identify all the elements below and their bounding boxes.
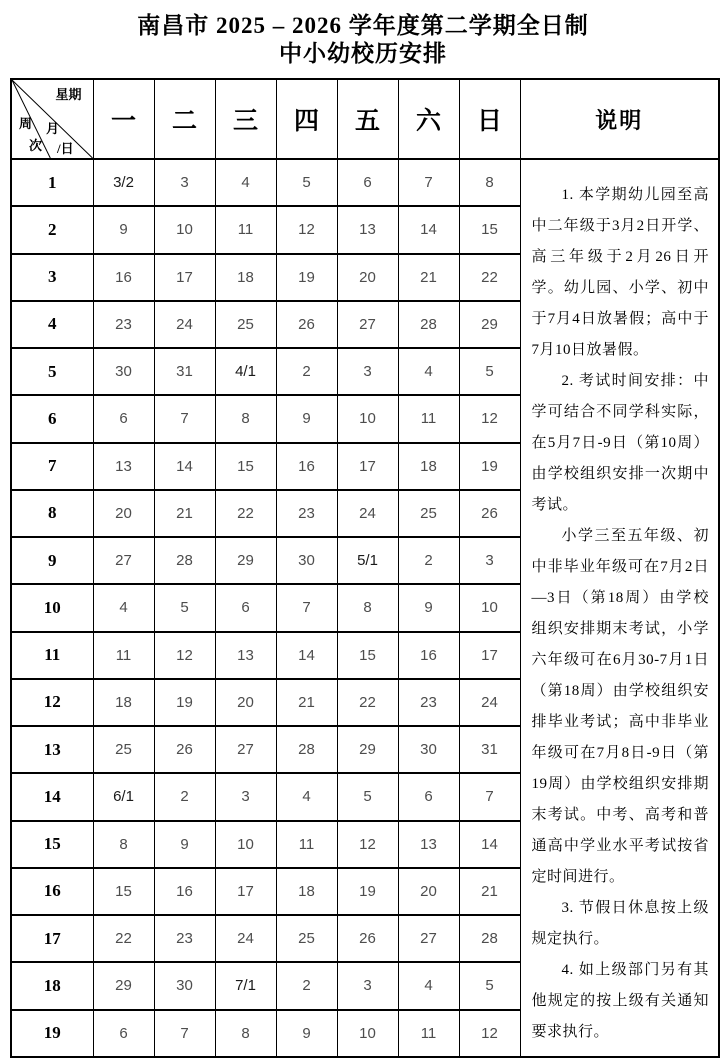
- date-cell: 23: [154, 915, 215, 962]
- date-cell: 3: [215, 773, 276, 820]
- date-cell: 12: [459, 395, 520, 442]
- week-number-cell: 18: [11, 962, 93, 1009]
- date-cell: 2: [276, 348, 337, 395]
- date-cell: 7: [276, 584, 337, 631]
- date-cell: 5: [459, 962, 520, 1009]
- date-cell: 4: [276, 773, 337, 820]
- date-cell: 18: [398, 443, 459, 490]
- notes-paragraph: 3. 节假日休息按上级规定执行。: [531, 900, 709, 947]
- day-header-mon: 一: [93, 79, 154, 159]
- date-cell: 3/2: [93, 159, 154, 206]
- notes-cell: [520, 159, 719, 1057]
- date-cell: 9: [276, 1010, 337, 1058]
- corner-label-month: 月: [46, 121, 60, 136]
- notes-paragraph: 小学三至五年级、初中非毕业年级可在7月2日—3日（第18周）由学校组织安排期末考试，小学六年级可在6月30-7月1日（第18周）由学校组织安排毕业考试；高中非毕业年级可在7月8日-9日（第19周）由学校组织安排期末考试。中考、高考和普通高中学业水平考试按省定时间进行。: [531, 528, 709, 885]
- date-cell: 13: [398, 821, 459, 868]
- date-cell: 28: [398, 301, 459, 348]
- date-cell: 23: [276, 490, 337, 537]
- date-cell: 28: [459, 915, 520, 962]
- date-cell: 14: [398, 206, 459, 253]
- date-cell: 7: [154, 395, 215, 442]
- date-cell: 19: [337, 868, 398, 915]
- date-cell: 18: [215, 254, 276, 301]
- week-number-cell: 10: [11, 584, 93, 631]
- date-cell: 31: [154, 348, 215, 395]
- calendar-body: [11, 159, 719, 1057]
- date-cell: 20: [337, 254, 398, 301]
- date-cell: 21: [398, 254, 459, 301]
- date-cell: 20: [215, 679, 276, 726]
- date-cell: 7: [459, 773, 520, 820]
- date-cell: 2: [154, 773, 215, 820]
- date-cell: 17: [337, 443, 398, 490]
- date-cell: 29: [459, 301, 520, 348]
- date-cell: 21: [459, 868, 520, 915]
- date-cell: 22: [459, 254, 520, 301]
- corner-label-week-zhou: 周: [19, 116, 33, 131]
- notes-paragraph: 2. 考试时间安排：中学可结合不同学科实际，在5月7日-9日（第10周）由学校组织安排一次期中考试。: [531, 373, 709, 513]
- date-cell: 10: [337, 1010, 398, 1058]
- date-cell: 10: [337, 395, 398, 442]
- week-number-cell: 19: [11, 1010, 93, 1058]
- date-cell: 7: [154, 1010, 215, 1058]
- date-cell: 31: [459, 726, 520, 773]
- date-cell: 27: [93, 537, 154, 584]
- date-cell: 15: [215, 443, 276, 490]
- date-cell: 13: [215, 632, 276, 679]
- corner-label-week-ci: 次: [29, 138, 43, 153]
- date-cell: 22: [93, 915, 154, 962]
- notes-paragraph: 4. 如上级部门另有其他规定的按上级有关通知要求执行。: [531, 962, 709, 1040]
- date-cell: 17: [215, 868, 276, 915]
- date-cell: 7: [398, 159, 459, 206]
- day-header-sat: 六: [398, 79, 459, 159]
- date-cell: 3: [337, 348, 398, 395]
- week-number-cell: 17: [11, 915, 93, 962]
- date-cell: 6: [337, 159, 398, 206]
- date-cell: 5: [337, 773, 398, 820]
- date-cell: 25: [93, 726, 154, 773]
- date-cell: 22: [215, 490, 276, 537]
- date-cell: 10: [154, 206, 215, 253]
- date-cell: 23: [93, 301, 154, 348]
- week-number-cell: 4: [11, 301, 93, 348]
- date-cell: 8: [459, 159, 520, 206]
- date-cell: 20: [398, 868, 459, 915]
- date-cell: 3: [154, 159, 215, 206]
- date-cell: 11: [398, 395, 459, 442]
- day-header-wed: 三: [215, 79, 276, 159]
- week-number-cell: 8: [11, 490, 93, 537]
- title-line-1: 南昌市 2025 – 2026 学年度第二学期全日制: [137, 13, 589, 38]
- date-cell: 21: [154, 490, 215, 537]
- date-cell: 23: [398, 679, 459, 726]
- date-cell: 4: [215, 159, 276, 206]
- date-cell: 6/1: [93, 773, 154, 820]
- date-cell: 19: [276, 254, 337, 301]
- date-cell: 17: [154, 254, 215, 301]
- date-cell: 16: [398, 632, 459, 679]
- date-cell: 6: [93, 1010, 154, 1058]
- date-cell: 5/1: [337, 537, 398, 584]
- date-cell: 16: [276, 443, 337, 490]
- date-cell: 29: [93, 962, 154, 1009]
- corner-label-weekday: 星期: [55, 87, 82, 102]
- date-cell: 25: [215, 301, 276, 348]
- date-cell: 24: [459, 679, 520, 726]
- page-title: [10, 12, 716, 68]
- date-cell: 9: [276, 395, 337, 442]
- week-number-cell: 13: [11, 726, 93, 773]
- date-cell: 29: [215, 537, 276, 584]
- corner-label-day: /日: [57, 141, 74, 156]
- week-number-cell: 5: [11, 348, 93, 395]
- date-cell: 30: [276, 537, 337, 584]
- notes-header: 说明: [520, 79, 719, 159]
- date-cell: 30: [154, 962, 215, 1009]
- date-cell: 5: [154, 584, 215, 631]
- date-cell: 2: [398, 537, 459, 584]
- table-row: [11, 159, 719, 206]
- date-cell: 6: [93, 395, 154, 442]
- date-cell: 10: [215, 821, 276, 868]
- date-cell: 24: [215, 915, 276, 962]
- header-row: [11, 79, 719, 159]
- date-cell: 19: [154, 679, 215, 726]
- date-cell: 20: [93, 490, 154, 537]
- date-cell: 12: [459, 1010, 520, 1058]
- date-cell: 10: [459, 584, 520, 631]
- date-cell: 18: [93, 679, 154, 726]
- week-number-cell: 7: [11, 443, 93, 490]
- date-cell: 11: [276, 821, 337, 868]
- date-cell: 9: [154, 821, 215, 868]
- date-cell: 18: [276, 868, 337, 915]
- day-header-tue: 二: [154, 79, 215, 159]
- date-cell: 5: [459, 348, 520, 395]
- date-cell: 17: [459, 632, 520, 679]
- date-cell: 15: [459, 206, 520, 253]
- date-cell: 21: [276, 679, 337, 726]
- week-number-cell: 14: [11, 773, 93, 820]
- date-cell: 22: [337, 679, 398, 726]
- date-cell: 4: [93, 584, 154, 631]
- notes-paragraph: 1. 本学期幼儿园至高中二年级于3月2日开学、高三年级于2月26日开学。幼儿园、小学、初中于7月4日放暑假；高中于7月10日放暑假。: [531, 187, 709, 358]
- date-cell: 14: [459, 821, 520, 868]
- document-page: [0, 12, 726, 1043]
- date-cell: 6: [215, 584, 276, 631]
- date-cell: 7/1: [215, 962, 276, 1009]
- date-cell: 11: [93, 632, 154, 679]
- date-cell: 6: [398, 773, 459, 820]
- date-cell: 19: [459, 443, 520, 490]
- week-number-cell: 6: [11, 395, 93, 442]
- date-cell: 24: [154, 301, 215, 348]
- date-cell: 2: [276, 962, 337, 1009]
- week-number-cell: 12: [11, 679, 93, 726]
- date-cell: 14: [276, 632, 337, 679]
- date-cell: 15: [337, 632, 398, 679]
- date-cell: 30: [93, 348, 154, 395]
- date-cell: 3: [459, 537, 520, 584]
- date-cell: 30: [398, 726, 459, 773]
- date-cell: 13: [337, 206, 398, 253]
- date-cell: 25: [276, 915, 337, 962]
- date-cell: 8: [337, 584, 398, 631]
- date-cell: 15: [93, 868, 154, 915]
- week-number-cell: 3: [11, 254, 93, 301]
- date-cell: 13: [93, 443, 154, 490]
- date-cell: 29: [337, 726, 398, 773]
- date-cell: 27: [337, 301, 398, 348]
- date-cell: 28: [154, 537, 215, 584]
- day-header-sun: 日: [459, 79, 520, 159]
- date-cell: 3: [337, 962, 398, 1009]
- date-cell: 12: [154, 632, 215, 679]
- date-cell: 27: [215, 726, 276, 773]
- corner-header-cell: [11, 79, 93, 159]
- date-cell: 26: [337, 915, 398, 962]
- date-cell: 9: [93, 206, 154, 253]
- date-cell: 11: [215, 206, 276, 253]
- week-number-cell: 2: [11, 206, 93, 253]
- date-cell: 11: [398, 1010, 459, 1058]
- date-cell: 8: [93, 821, 154, 868]
- date-cell: 8: [215, 395, 276, 442]
- date-cell: 4: [398, 962, 459, 1009]
- week-number-cell: 1: [11, 159, 93, 206]
- calendar-table: [10, 78, 720, 1058]
- date-cell: 8: [215, 1010, 276, 1058]
- date-cell: 25: [398, 490, 459, 537]
- date-cell: 4/1: [215, 348, 276, 395]
- day-header-fri: 五: [337, 79, 398, 159]
- title-line-2: 中小幼校历安排: [279, 41, 447, 66]
- date-cell: 26: [459, 490, 520, 537]
- date-cell: 28: [276, 726, 337, 773]
- week-number-cell: 15: [11, 821, 93, 868]
- date-cell: 27: [398, 915, 459, 962]
- date-cell: 4: [398, 348, 459, 395]
- date-cell: 12: [337, 821, 398, 868]
- date-cell: 14: [154, 443, 215, 490]
- date-cell: 24: [337, 490, 398, 537]
- day-header-thu: 四: [276, 79, 337, 159]
- date-cell: 5: [276, 159, 337, 206]
- date-cell: 9: [398, 584, 459, 631]
- date-cell: 12: [276, 206, 337, 253]
- week-number-cell: 11: [11, 632, 93, 679]
- week-number-cell: 16: [11, 868, 93, 915]
- date-cell: 26: [154, 726, 215, 773]
- date-cell: 16: [93, 254, 154, 301]
- date-cell: 26: [276, 301, 337, 348]
- date-cell: 16: [154, 868, 215, 915]
- week-number-cell: 9: [11, 537, 93, 584]
